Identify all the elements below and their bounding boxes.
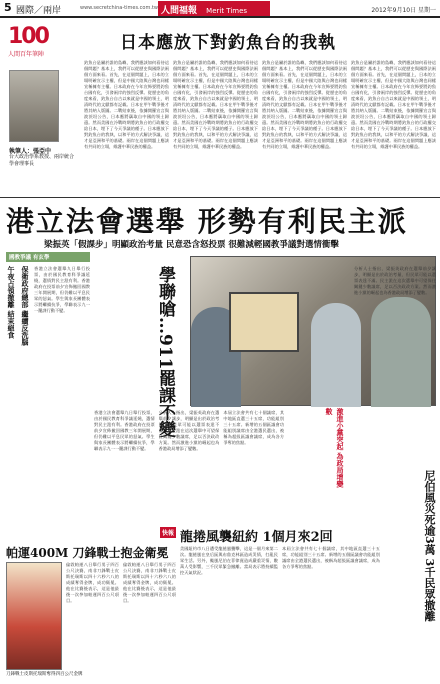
left-body: 香港立法會選舉九日舉行投票，由於國民教育科爭議延燒，選情對民主派有利。香港政府在投票前夕宣佈撤回國教三年開展期，但仍難以平息民眾的怒氣。學生與家長團體表示將繼續抗爭，學聯表示九一一罷課行動不變。 [34,266,90,313]
section-label: 國際／兩岸 [16,6,62,16]
left-vertical-headline: 午夜占領撤離 結束絕食 [7,266,16,339]
main-subheadline: 梁振英「假課步」明顯政治考量 民意恐含怒投票 很難減輕國教爭議對選情衝擊 [44,240,339,250]
typhoon-vertical-headline: 尼伯風災死逾3萬 3千民眾撤離 [423,470,436,622]
author-photo [9,70,59,142]
sports-body [66,562,176,670]
side-body-col: 本屆立法會共有七十個議席，其中地區直選三十五席，功能組別三十五席。新增的五個區議會功能組別議席由全港選民選出，被稱為超級區議會議席，成為各方爭奪的焦點。 [282,546,380,569]
center-body-col: 分析人士指出，梁振英政府在選舉前夕讓步，明顯是出於政治考量，但民眾可能以選票表達不滿。民主派在這次選舉中可望保住關鍵少數議席，足以否決政改方案。然而激進小黨的崛起也為香港政局增添了變數。 [158,410,220,451]
opinion-body-col: 釣魚台是屬於誰的島嶼，我們應該如何看待這個問題？基本上，我們可以從歷史與國際法兩個方面來看。首先，在這個問題上，日本的立場明確宣示主權，但是中國大陸與台灣也同樣宣稱擁有主權。日本政府在今年宣佈要將釣魚台國有化，引發兩岸的強烈反彈。從歷史的角度來看，釣魚台自古以來就是中國的領土，明清時代的文獻都有記載。日本在甲午戰爭後才將其納入版圖。二戰結束後，依據開羅宣言與波茨坦公告，日本應將竊取自中國的領土歸還。然而美國在冷戰時期將釣魚台的行政權交給日本，埋下了今天爭議的種子。日本應放下對釣魚台的我執，以和平的方式解決爭議，這才是亞洲和平的基礎。兩岸在這個問題上應該有共同的立場，維護中華民族的權益。 [262,60,347,149]
column-logo [8,24,68,60]
author-name: 執筆人：張亞中 [9,148,52,155]
breaking-tag: 快報 [160,527,176,538]
left-vertical-headline: 保衛政府總部 繼續反洗腦 [21,266,30,346]
masthead-english: Merit Times [206,7,248,15]
pull-quote: 學聯嗆…911罷課不變 [155,266,175,438]
tornado-headline: 龍捲風襲紐約 1個月來2回 [180,530,333,545]
photo-caption: 刀鋒戰士皮斯托瑞斯奪得四百公尺金牌 [6,672,83,677]
center-body [94,410,284,520]
right-body: 分析人士指出，梁振英政府在選舉前夕讓步，明顯是出於政治考量，但民眾可能以選票表達不滿。民主派在這次選舉中可望保住關鍵少數議席，足以否決政改方案。然而激進小黨的崛起也為香港政局增添了變數。 [354,266,436,295]
sports-body-col: 倫敦帕運八日舉行男子四百公尺決賽，南非刀鋒戰士皮斯托瑞斯以四十六秒六八的成績奪得金牌，成功衛冕。他在比賽後表示，這是他最後一次參加帕運四百公尺項目。 [123,562,176,603]
masthead-title: 人間福報 [161,6,198,16]
side-body-col: 美國紐約市八日遭受龍捲風襲擊，這是一個月來第二次。龍捲風在皇后區與布魯克林區造成災情，打亂民眾生活。另外，颱風尼伯在菲律賓造成嚴重災情，數萬人受影響，三千民眾緊急撤離。當局表示將持續監控天氣狀況。 [180,546,278,575]
site-url: www.secretchina-times.com.tw [80,5,158,11]
masthead [158,1,270,16]
opinion-title: 日本應放下對釣魚台的我執 [120,33,336,53]
author-description: 台大政治學系教授、兩岸統合學會理事長 [9,154,75,167]
main-headline: 港立法會選舉 形勢有利民主派 [6,205,408,238]
side-body [180,546,380,670]
athlete-photo [6,562,62,670]
opinion-body-col: 釣魚台是屬於誰的島嶼，我們應該如何看待這個問題？基本上，我們可以從歷史與國際法兩個方面來看。首先，在這個問題上，日本的立場明確宣示主權，但是中國大陸與台灣也同樣宣稱擁有主權。日本政府在今年宣佈要將釣魚台國有化，引發兩岸的強烈反彈。從歷史的角度來看，釣魚台自古以來就是中國的領土，明清時代的文獻都有記載。日本在甲午戰爭後才將其納入版圖。二戰結束後，依據開羅宣言與波茨坦公告，日本應將竊取自中國的領土歸還。然而美國在冷戰時期將釣魚台的行政權交給日本，埋下了今天爭議的種子。日本應放下對釣魚台的我執，以和平的方式解決爭議，這才是亞洲和平的基礎。兩岸在這個問題上應該有共同的立場，維護中華民族的權益。 [351,60,436,149]
page-number: 5 [4,1,12,14]
section-divider [0,197,440,198]
center-body-col: 香港立法會選舉九日舉行投票，由於國民教育科爭議延燒，選情對民主派有利。香港政府在投票前夕宣佈撤回國教三年開展期，但仍難以平息民眾的怒氣。學生與家長團體表示將繼續抗爭，學聯表示九一一罷課行動不變。 [94,410,155,451]
opinion-body-col: 釣魚台是屬於誰的島嶼，我們應該如何看待這個問題？基本上，我們可以從歷史與國際法兩個方面來看。首先，在這個問題上，日本的立場明確宣示主權，但是中國大陸與台灣也同樣宣稱擁有主權。日本政府在今年宣佈要將釣魚台國有化，引發兩岸的強烈反彈。從歷史的角度來看，釣魚台自古以來就是中國的領土，明清時代的文獻都有記載。日本在甲午戰爭後才將其納入版圖。二戰結束後，依據開羅宣言與波茨坦公告，日本應將竊取自中國的領土歸還。然而美國在冷戰時期將釣魚台的行政權交給日本，埋下了今天爭議的種子。日本應放下對釣魚台的我執，以和平的方式解決爭議，這才是亞洲和平的基礎。兩岸在這個問題上應該有共同的立場，維護中華民族的權益。 [84,60,169,149]
center-body-col: 本屆立法會共有七十個議席，其中地區直選三十五席，功能組別三十五席。新增的五個區議會功能組別議席由全港選民選出，被稱為超級區議會議席，成為各方爭奪的焦點。 [223,410,285,445]
logo-number: 100 [8,24,48,49]
logo-subtitle: 人間百年筆陣 [8,51,45,58]
story-tag: 國教爭議 有玄學 [6,252,90,262]
photo-poster [229,292,299,352]
opinion-body-col: 釣魚台是屬於誰的島嶼，我們應該如何看待這個問題？基本上，我們可以從歷史與國際法兩個方面來看。首先，在這個問題上，日本的立場明確宣示主權，但是中國大陸與台灣也同樣宣稱擁有主權。日本政府在今年宣佈要將釣魚台國有化，引發兩岸的強烈反彈。從歷史的角度來看，釣魚台自古以來就是中國的領土，明清時代的文獻都有記載。日本在甲午戰爭後才將其納入版圖。二戰結束後，依據開羅宣言與波茨坦公告，日本應將竊取自中國的領土歸還。然而美國在冷戰時期將釣魚台的行政權交給日本，埋下了今天爭議的種子。日本應放下對釣魚台的我執，以和平的方式解決爭議，這才是亞洲和平的基礎。兩岸在這個問題上應該有共同的立場，維護中華民族的權益。 [173,60,258,149]
left-column [6,266,90,556]
sports-headline: 帕運400M 刀鋒戰士抱金衛冕 [6,546,169,560]
callout-headline: 激進小黨突起 為政局增變數 [325,408,345,488]
sports-body-col: 倫敦帕運八日舉行男子四百公尺決賽，南非刀鋒戰士皮斯托瑞斯以四十六秒六八的成績奪得金牌，成功衛冕。他在比賽後表示，這是他最後一次參加帕運四百公尺項目。 [66,562,119,603]
issue-date: 2012年9月10日 星期一 [371,7,436,14]
opinion-body [84,60,436,195]
